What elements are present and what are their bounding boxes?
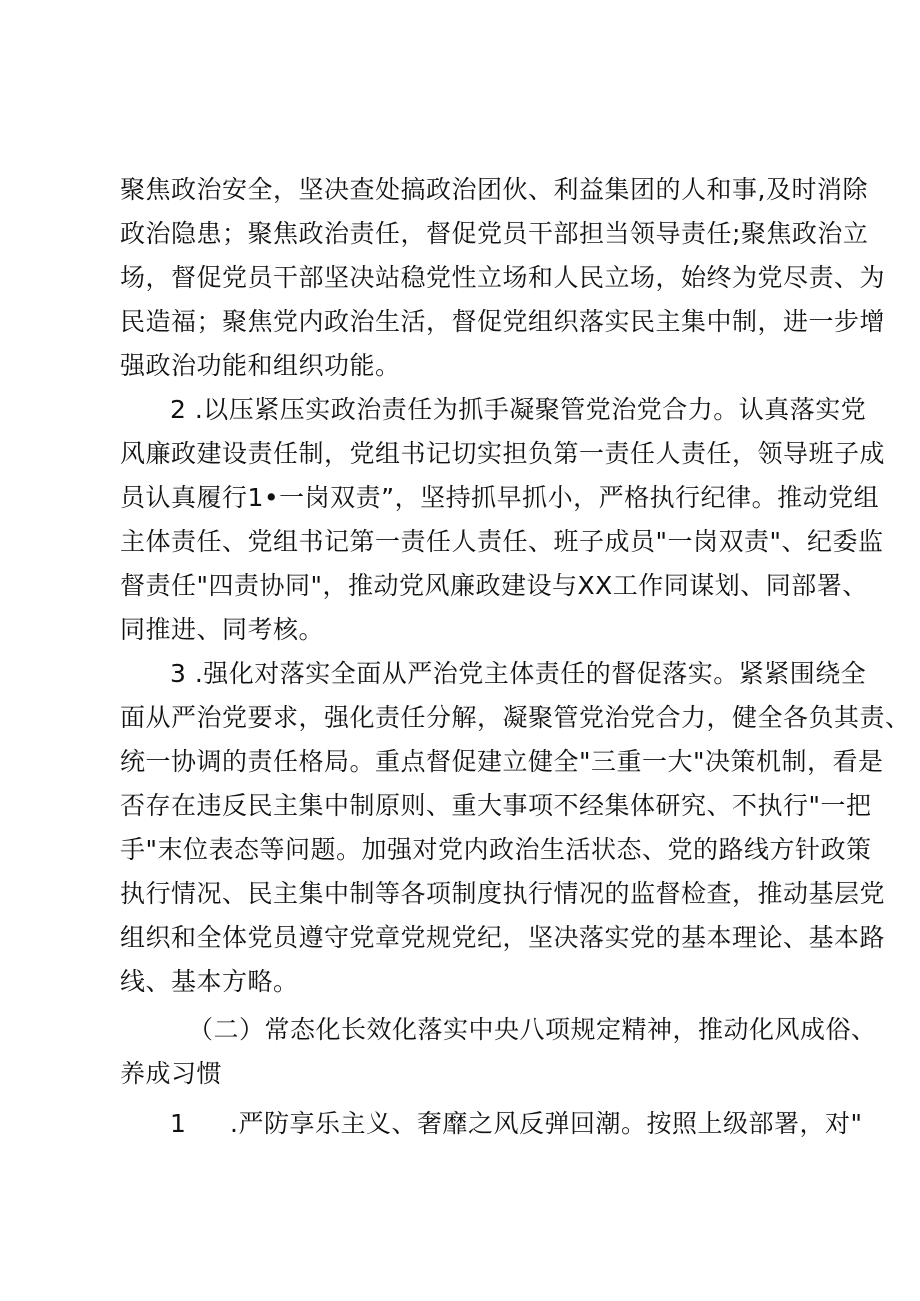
paragraph-2-line-1: 2 .以压紧压实政治责任为抓手凝聚管党治党合力。认真落实党 — [170, 395, 867, 424]
list-item-1 — [120, 1106, 863, 1142]
paragraph-3-line-6: 执行情况、民主集中制等各项制度执行情况的监督检查，推动基层党 — [120, 879, 886, 908]
paragraph-3-line-5: 手"末位表态等问题。加强对党内政治生活状态、党的路线方针政策 — [120, 835, 872, 864]
paragraph-1-line-1: 聚焦政治安全，坚决查处搞政治团伙、利益集团的人和事,及时消除 — [120, 175, 868, 204]
paragraph-1-line-2: 政治隐患；聚焦政治责任，督促党员干部担当领导责任;聚焦政治立 — [120, 219, 869, 248]
paragraph-3-line-7: 组织和全体党员遵守党章党规党纪，坚决落实党的基本理论、基本路 — [120, 923, 886, 952]
paragraph-3-line-8: 线、基本方略。 — [120, 967, 299, 996]
section-heading-line-1: （二）常态化长效化落实中央八项规定精神，推动化风成俗、 — [188, 1015, 877, 1044]
paragraph-2-line-6: 同推进、同考核。 — [120, 615, 325, 644]
paragraph-1-line-5: 强政治功能和组织功能。 — [120, 351, 401, 380]
section-heading-line-2: 养成习惯 — [120, 1059, 223, 1088]
paragraph-3-line-2: 面从严治党要求，强化责任分解，凝聚管党治党合力，健全各负其责、 — [120, 703, 911, 732]
paragraph-3-line-1: 3 .强化对落实全面从严治党主体责任的督促落实。紧紧围绕全 — [170, 659, 867, 688]
list-item-1-text: .严防享乐主义、奢靡之风反弹回潮。按照上级部署，对" — [230, 1109, 863, 1138]
list-item-1-number: 1 — [170, 1109, 187, 1138]
paragraph-2-line-5: 督责任"四责协同"，推动党风廉政建设与XX工作同谋划、同部署、 — [120, 571, 868, 600]
paragraph-2-line-4: 主体责任、党组书记第一责任人责任、班子成员"一岗双责"、纪委监 — [120, 527, 884, 556]
paragraph-2-line-2: 风廉政建设责任制，党组书记切实担负第一责任人责任，领导班子成 — [120, 439, 886, 468]
paragraph-3-line-4: 否存在违反民主集中制原则、重大事项不经集体研究、不执行"一把 — [120, 791, 872, 820]
paragraph-1-line-4: 民造福；聚焦党内政治生活，督促党组织落实民主集中制，进一步增 — [120, 307, 886, 336]
paragraph-1-line-3: 场，督促党员干部坚决站稳党性立场和人民立场，始终为党尽责、为 — [120, 263, 886, 292]
paragraph-2-line-3: 员认真履行1•一岗双责”，坚持抓早抓小，严格执行纪律。推动党组 — [120, 483, 880, 512]
paragraph-3-line-3: 统一协调的责任格局。重点督促建立健全"三重一大"决策机制，看是 — [120, 747, 884, 776]
